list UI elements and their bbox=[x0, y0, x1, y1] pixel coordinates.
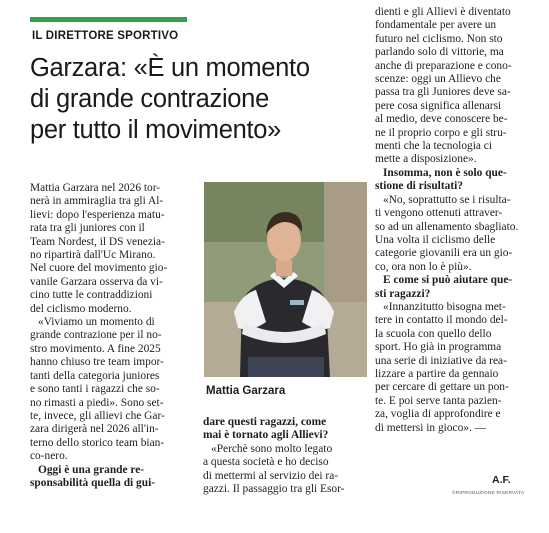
text-line: ne il proprio corpo e gli stru- bbox=[375, 126, 507, 139]
copyright-notice: ©RIPRODUZIONE RISERVATA bbox=[452, 491, 525, 496]
question-line: sti ragazzi? bbox=[375, 287, 431, 300]
photo-caption: Mattia Garzara bbox=[206, 385, 286, 397]
text-line: co, ora non lo è più». bbox=[375, 260, 472, 273]
text-line: anche di preparazione e cono- bbox=[375, 59, 512, 72]
text-line: ti vengono ottenuti attraver- bbox=[375, 207, 503, 220]
text-line: grande contrazione per il no- bbox=[30, 329, 162, 342]
headline-line: per tutto il movimento» bbox=[30, 116, 282, 144]
text-line: scenze: oggi un Allievo che bbox=[375, 73, 501, 86]
text-line: categorie giovanili era un gio- bbox=[375, 247, 513, 260]
text-line: di mettersi in gioco». — bbox=[375, 421, 487, 434]
text-line: vanile Garzara osserva da vi- bbox=[30, 275, 163, 288]
text-line: no rimasti a piedi». Sono set- bbox=[30, 396, 164, 409]
text-line: so ad un allenamento sbagliato. bbox=[375, 220, 519, 233]
article-column-3 bbox=[375, 6, 536, 435]
text-line: Nel cuore del movimento gio- bbox=[30, 262, 168, 275]
article-column-2 bbox=[203, 416, 368, 496]
article-headline bbox=[30, 53, 375, 146]
text-line: e sono tanti i ragazzi che so- bbox=[30, 383, 160, 396]
question-line: mai è tornato agli Allievi? bbox=[203, 429, 329, 442]
text-line: zara dirigerà nel 2026 all'in- bbox=[30, 423, 159, 436]
text-line: parlando solo di vittorie, ma bbox=[375, 46, 504, 59]
author-signature: A.F. bbox=[492, 474, 511, 486]
text-line: al medio, deve conoscere be- bbox=[375, 113, 508, 126]
question-line: dare questi ragazzi, come bbox=[203, 416, 327, 428]
text-line: menti che la tecnologia ci bbox=[375, 140, 493, 153]
text-line: la scuola con quello dello bbox=[375, 327, 492, 340]
text-line: te. E poi serve tanta pazien- bbox=[375, 394, 502, 407]
text-line: no ripartirà dall'Uc Mirano. bbox=[30, 249, 156, 262]
text-line: cino tutte le contraddizioni bbox=[30, 289, 153, 302]
article-column-1 bbox=[30, 182, 193, 490]
text-line: passa tra gli Juniores deve sa- bbox=[375, 86, 511, 99]
text-line: co-nero. bbox=[30, 450, 68, 463]
section-accent-line bbox=[30, 17, 187, 22]
text-line: fondamentale per avere un bbox=[375, 19, 497, 32]
text-line: Mattia Garzara nel 2026 tor- bbox=[30, 182, 161, 194]
text-line: per cercare di gettare un pon- bbox=[375, 381, 509, 394]
text-line: a questa società e ho deciso bbox=[203, 456, 329, 469]
portrait-illustration bbox=[204, 182, 367, 377]
question-line: stione di risultati? bbox=[375, 180, 463, 193]
question-line: Insomma, non è solo que- bbox=[383, 166, 507, 179]
text-line: rata tra gli juniores con il bbox=[30, 222, 145, 235]
question-line: sponsabilità quella di gui- bbox=[30, 476, 156, 489]
text-line: hanno chiuso tre team impor- bbox=[30, 356, 164, 369]
text-line: dienti e gli Allievi è diventato bbox=[375, 6, 511, 18]
text-line: terno dello storico team bian- bbox=[30, 436, 165, 449]
text-line: te, invece, gli allievi che Gar- bbox=[30, 409, 165, 422]
text-line: «Innanzitutto bisogna met- bbox=[383, 300, 506, 313]
headline-line: Garzara: «È un momento bbox=[30, 54, 310, 82]
text-line: «No, soprattutto se i risulta- bbox=[383, 193, 511, 206]
text-line: Una volta il ciclismo delle bbox=[375, 233, 496, 246]
text-line: futuro nel ciclismo. Non sto bbox=[375, 32, 503, 45]
text-line: gazzi. Il passaggio tra gli Esor- bbox=[203, 483, 345, 496]
question-line: E come si può aiutare que- bbox=[383, 274, 513, 287]
text-line: «Perchè sono molto legato bbox=[211, 442, 333, 455]
portrait-photo bbox=[204, 182, 367, 377]
question-line: Oggi è una grande re- bbox=[38, 463, 145, 476]
text-line: una serie di iniziative da rea- bbox=[375, 354, 507, 367]
text-line: sport. Ho già in programma bbox=[375, 341, 502, 354]
text-line: lievi: dopo l'esperienza matu- bbox=[30, 208, 165, 221]
text-line: nerà in ammiraglia tra gli Al- bbox=[30, 195, 164, 208]
text-line: Team Nordest, il DS venezia- bbox=[30, 235, 165, 248]
headline-line: di grande contrazione bbox=[30, 85, 269, 113]
text-line: mette a disposizione». bbox=[375, 153, 477, 166]
text-line: tanti della categoria juniores bbox=[30, 369, 160, 382]
text-line: stro movimento. A fine 2025 bbox=[30, 342, 161, 355]
text-line: za, voglia di approfondire e bbox=[375, 408, 501, 421]
text-line: tere in contatto il mondo del- bbox=[375, 314, 508, 327]
text-line: del ciclismo moderno. bbox=[30, 302, 132, 315]
text-line: di mettermi al servizio dei ra- bbox=[203, 469, 339, 482]
section-label: IL DIRETTORE SPORTIVO bbox=[32, 30, 179, 42]
text-line: pere cosa significa allenarsi bbox=[375, 99, 502, 112]
text-line: «Viviamo un momento di bbox=[38, 316, 155, 329]
text-line: lizzare a partire da gennaio bbox=[375, 367, 499, 380]
